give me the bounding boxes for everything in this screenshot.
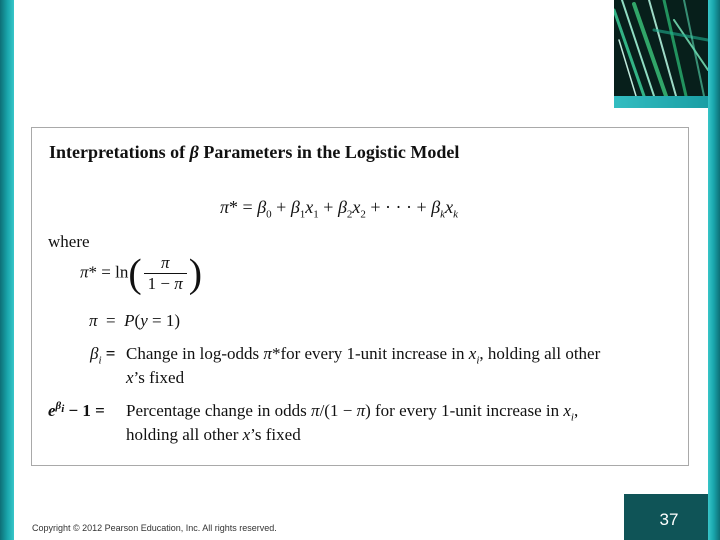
light-streaks-image [614, 0, 708, 96]
right-decor-bar [708, 0, 720, 540]
definition-logodds: π* = ln( $\frac{\pi}{1 - \pi}$ ) [80, 250, 203, 296]
where-label: where [48, 232, 90, 251]
left-decor-bar [0, 0, 14, 540]
corner-band [614, 96, 708, 108]
definition-beta-text-line2: x’s fixed [126, 368, 185, 387]
page-number: 37 [659, 510, 679, 529]
model-equation: $\pi* = \beta_0 + \beta_1x_1 + \beta_2x_2$ + · · · + $\beta_kx_k$ [220, 197, 458, 221]
formula-panel [31, 127, 689, 466]
corner-graphic [614, 0, 708, 96]
definition-beta-text: Change in log-odds π*for every 1-unit increase in $x_i$, holding all other [126, 344, 601, 367]
page-number-box [624, 494, 708, 540]
definition-exp-text-line2: holding all other x’s fixed [126, 425, 301, 444]
panel-title: Interpretations of β Parameters in the Logistic Model [49, 142, 460, 162]
definition-exp-text: Percentage change in odds π/(1 − π) for every 1-unit increase in $x_i$, [126, 401, 579, 424]
definition-exp-symbol: $e^{\beta_i} - 1$ = [48, 400, 105, 420]
copyright-text: Copyright © 2012 Pearson Education, Inc. All rights reserved. [32, 523, 277, 533]
definition-pi: π = P(y = 1) [89, 311, 180, 330]
definition-beta-symbol: $\beta_i$ = [90, 344, 116, 367]
